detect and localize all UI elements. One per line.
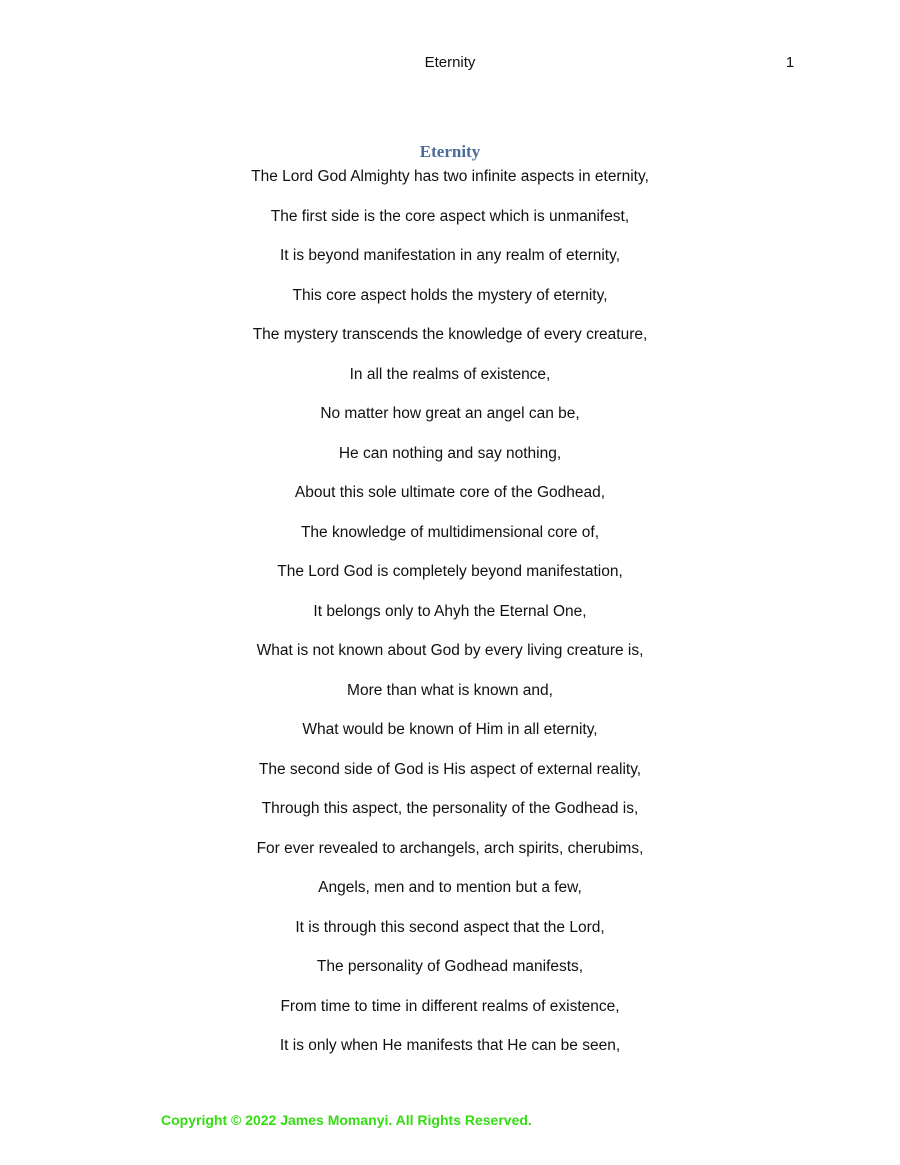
poem-line: It belongs only to Ahyh the Eternal One, bbox=[313, 602, 587, 620]
poem-line: About this sole ultimate core of the Godhead, bbox=[294, 484, 606, 501]
poem-line: The Lord God is completely beyond manifestation, bbox=[277, 563, 623, 580]
poem-line: Angels, men and to mention but a few, bbox=[318, 879, 582, 896]
poem-line: No matter how great an angel can be, bbox=[320, 405, 580, 422]
poem-line: The second side of God is His aspect of external reality, bbox=[258, 760, 642, 778]
poem-line: Through this aspect, the personality of the Godhead is, bbox=[261, 800, 639, 817]
poem-line: He can nothing and say nothing, bbox=[338, 444, 562, 462]
poem-line: It is only when He manifests that He can be seen, bbox=[279, 1037, 621, 1054]
copyright-notice: Copyright © 2022 James Momanyi. All Rights Reserved. bbox=[161, 1112, 532, 1128]
poem-title: Eternity bbox=[419, 142, 481, 161]
poem-line: What would be known of Him in all eternity, bbox=[302, 721, 598, 738]
poem-line: It is beyond manifestation in any realm of eternity, bbox=[279, 247, 621, 264]
poem-body bbox=[0, 166, 900, 1075]
poem-line: The personality of Godhead manifests, bbox=[316, 958, 584, 975]
poem-line: This core aspect holds the mystery of eternity, bbox=[292, 286, 608, 304]
poem-line: For ever revealed to archangels, arch spirits, cherubims, bbox=[256, 839, 644, 857]
poem-line: The mystery transcends the knowledge of every creature, bbox=[252, 326, 648, 343]
poem-line: What is not known about God by every living creature is, bbox=[256, 642, 644, 659]
poem-line: The Lord God Almighty has two infinite aspects in eternity, bbox=[251, 168, 649, 185]
poem-line: The knowledge of multidimensional core of, bbox=[300, 523, 600, 541]
poem-line: More than what is known and, bbox=[347, 681, 553, 699]
page-number: 1 bbox=[785, 54, 795, 71]
poem-line: It is through this second aspect that the Lord, bbox=[295, 918, 605, 936]
running-header: Eternity bbox=[424, 54, 476, 71]
poem-line: In all the realms of existence, bbox=[349, 365, 551, 383]
poem-line: The first side is the core aspect which is unmanifest, bbox=[270, 207, 630, 225]
poem-line: From time to time in different realms of existence, bbox=[280, 997, 620, 1015]
